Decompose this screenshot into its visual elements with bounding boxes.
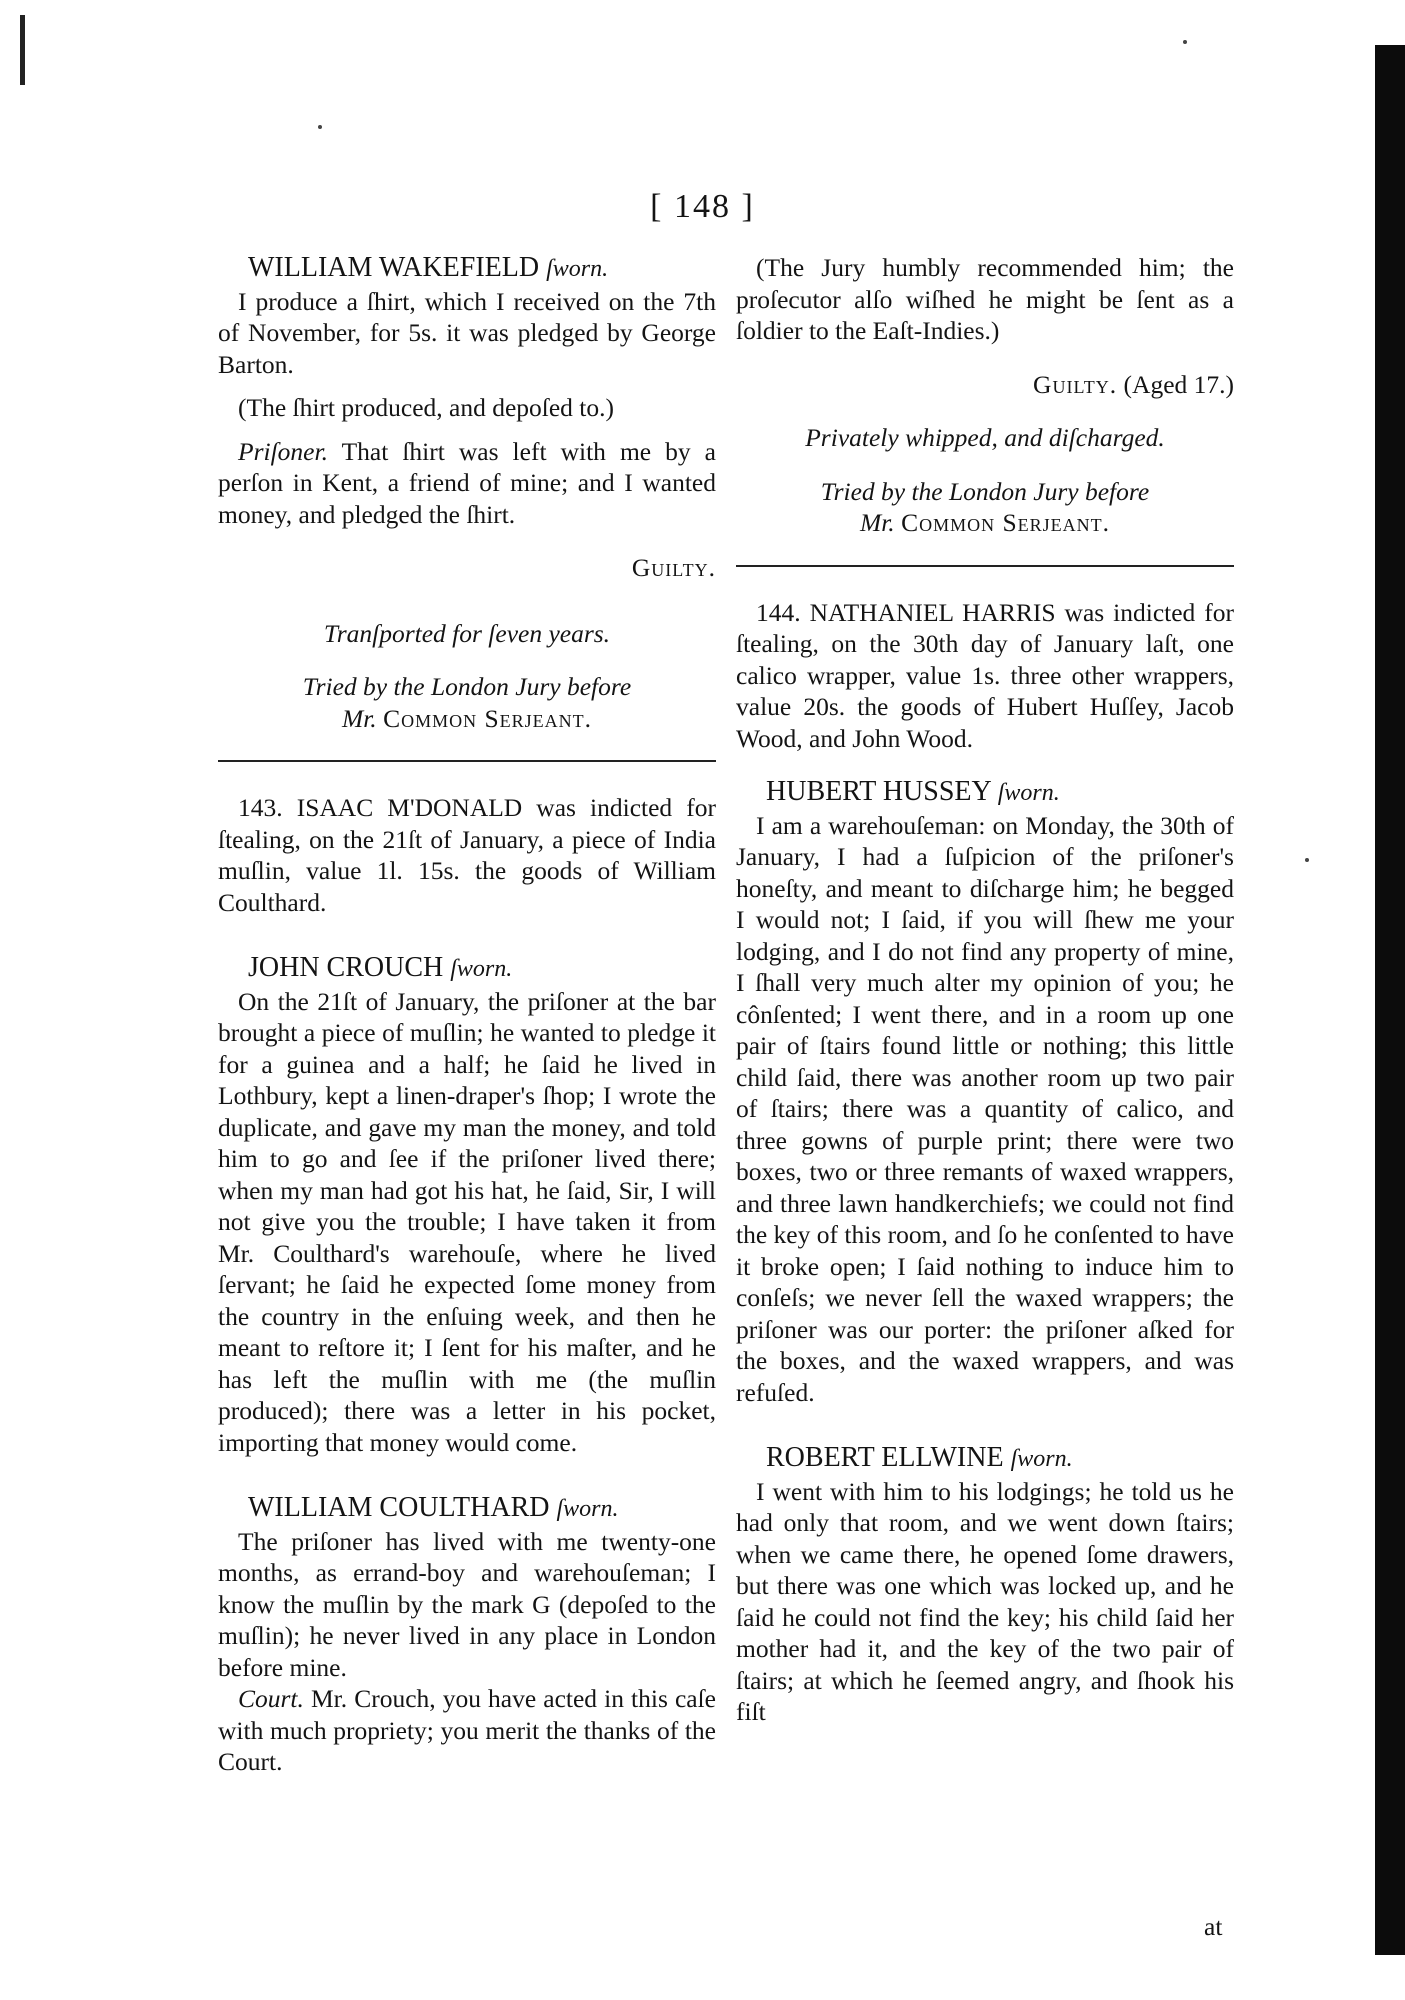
testimony-paragraph: On the 21ſt of January, the priſoner at the bar brought a piece of muſlin; he wanted to pledge it for a guinea and a half; he ſaid he lived in Lothbury, kept a linen-draper's ſhop; I wrote the duplicate, and gave my man the money, and told him to go and ſee if the priſoner lived there; when my man had got his hat, he ſaid, Sir, I will not give you the trouble; I have taken it from Mr. Coulthard's warehouſe, where he lived ſervant; he ſaid he expected ſome money from the country in the enſuing week, and then he meant to reſtore it; I ſent for his maſter, and he has left the muſlin with me (the muſlin produced); there was a letter in his pocket, importing that money would come. [218, 986, 716, 1457]
ink-speck [318, 125, 322, 129]
jury-recommendation: (The Jury humbly recommended him; the proſecutor alſo wiſhed he might be ſent as a ſoldier to the Eaſt-Indies.) [736, 253, 1234, 345]
stage-note: (The ſhirt produced, and depoſed to.) [238, 393, 615, 422]
catchword: at [1204, 1912, 1223, 1941]
witness-heading: WILLIAM COULTHARD ſworn. [248, 1492, 619, 1523]
ink-speck [1305, 858, 1309, 862]
verdict: Guilty. (Aged 17.) [1033, 369, 1234, 399]
prisoner-statement: Priſoner. That ſhirt was left with me by a perſon in Kent, a friend of mine; and I wanted money, and pledged the ſhirt. [218, 436, 717, 529]
page-number: [ 148 ] [650, 188, 755, 225]
case-paragraph: 144. NATHANIEL HARRIS was indicted for ſtealing, on the 30th day of January laſt, one calico wrapper, value 1s. three other wrappers, value 20s. the goods of Hubert Huſſey, Jacob Wood, and John Wood. [736, 597, 1234, 753]
verdict: Guilty. [631, 553, 716, 582]
section-divider [736, 565, 1234, 567]
testimony-paragraph: I am a warehouſeman: on Monday, the 30th of January, I had a ſuſpicion of the priſoner's honeſty, and meant to diſcharge him; he begged I would not; I ſaid, if you will ſhew me your lodging, and I do not find any property of mine, I ſhall very much alter my opinion of you; he cônſented; I went there, and in a room up one pair of ſtairs found little or nothing; this little child ſaid, there was another room up two pair of ſtairs; there was a quantity of calico, and three gowns of purple print; there were two boxes, two or three remants of waxed wrappers, and three lawn handkerchiefs; we could not find the key of this room, and ſo he conſented to have it broke open; I ſaid nothing to induce him to conſeſs; we never ſell the waxed wrappers; the priſoner was our porter: the priſoner aſked for the boxes, and the waxed wrappers, and was refuſed. [736, 810, 1234, 1407]
tried-by-judge: Mr. Common Serjeant. [341, 703, 593, 733]
left-column [218, 252, 716, 1778]
tried-by-judge: Mr. Common Serjeant. [859, 508, 1111, 537]
witness-heading: JOHN CROUCH ſworn. [248, 952, 513, 983]
binding-mark [20, 15, 25, 85]
testimony-paragraph: The priſoner has lived with me twenty-one months, as errand-boy and warehouſeman; I know the muſlin by the mark G (depoſed to the muſlin); he never lived in any place in London before mine. [218, 1526, 716, 1682]
section-divider [218, 760, 716, 762]
sentence: Privately whipped, and diſcharged. [805, 423, 1165, 452]
witness-heading: ROBERT ELLWINE ſworn. [766, 1442, 1073, 1473]
witness-heading: WILLIAM WAKEFIELD ſworn. [248, 252, 609, 283]
ink-speck [1183, 40, 1187, 44]
testimony-paragraph: I went with him to his lodgings; he told us he had only that room, and we went down ſtairs; when we came there, he opened ſome drawers, but there was one which was locked up, and he ſaid he could not find the key; his child ſaid her mother had it, and the key of the two pair of ſtairs; at which he ſeemed angry, and ſhook his fiſt [736, 1476, 1234, 1726]
tried-by-line: Tried by the London Jury before [820, 476, 1150, 506]
testimony-paragraph: I produce a ſhirt, which I received on the 7th of November, for 5s. it was pledged by George Barton. [218, 286, 716, 379]
witness-heading: HUBERT HUSSEY ſworn. [766, 776, 1060, 807]
case-paragraph: 143. ISAAC M'DONALD was indicted for ſtealing, on the 21ſt of January, a piece of India muſlin, value 1l. 15s. the goods of William Coulthard. [218, 793, 716, 917]
page-edge-shadow [1375, 45, 1405, 1955]
court-statement: Court. Mr. Crouch, you have acted in this caſe with much propriety; you merit the thanks of the Court. [218, 1684, 716, 1776]
tried-by-line: Tried by the London Jury before [302, 672, 632, 701]
sentence: Tranſported for ſeven years. [323, 618, 611, 648]
right-column [736, 252, 1234, 1728]
